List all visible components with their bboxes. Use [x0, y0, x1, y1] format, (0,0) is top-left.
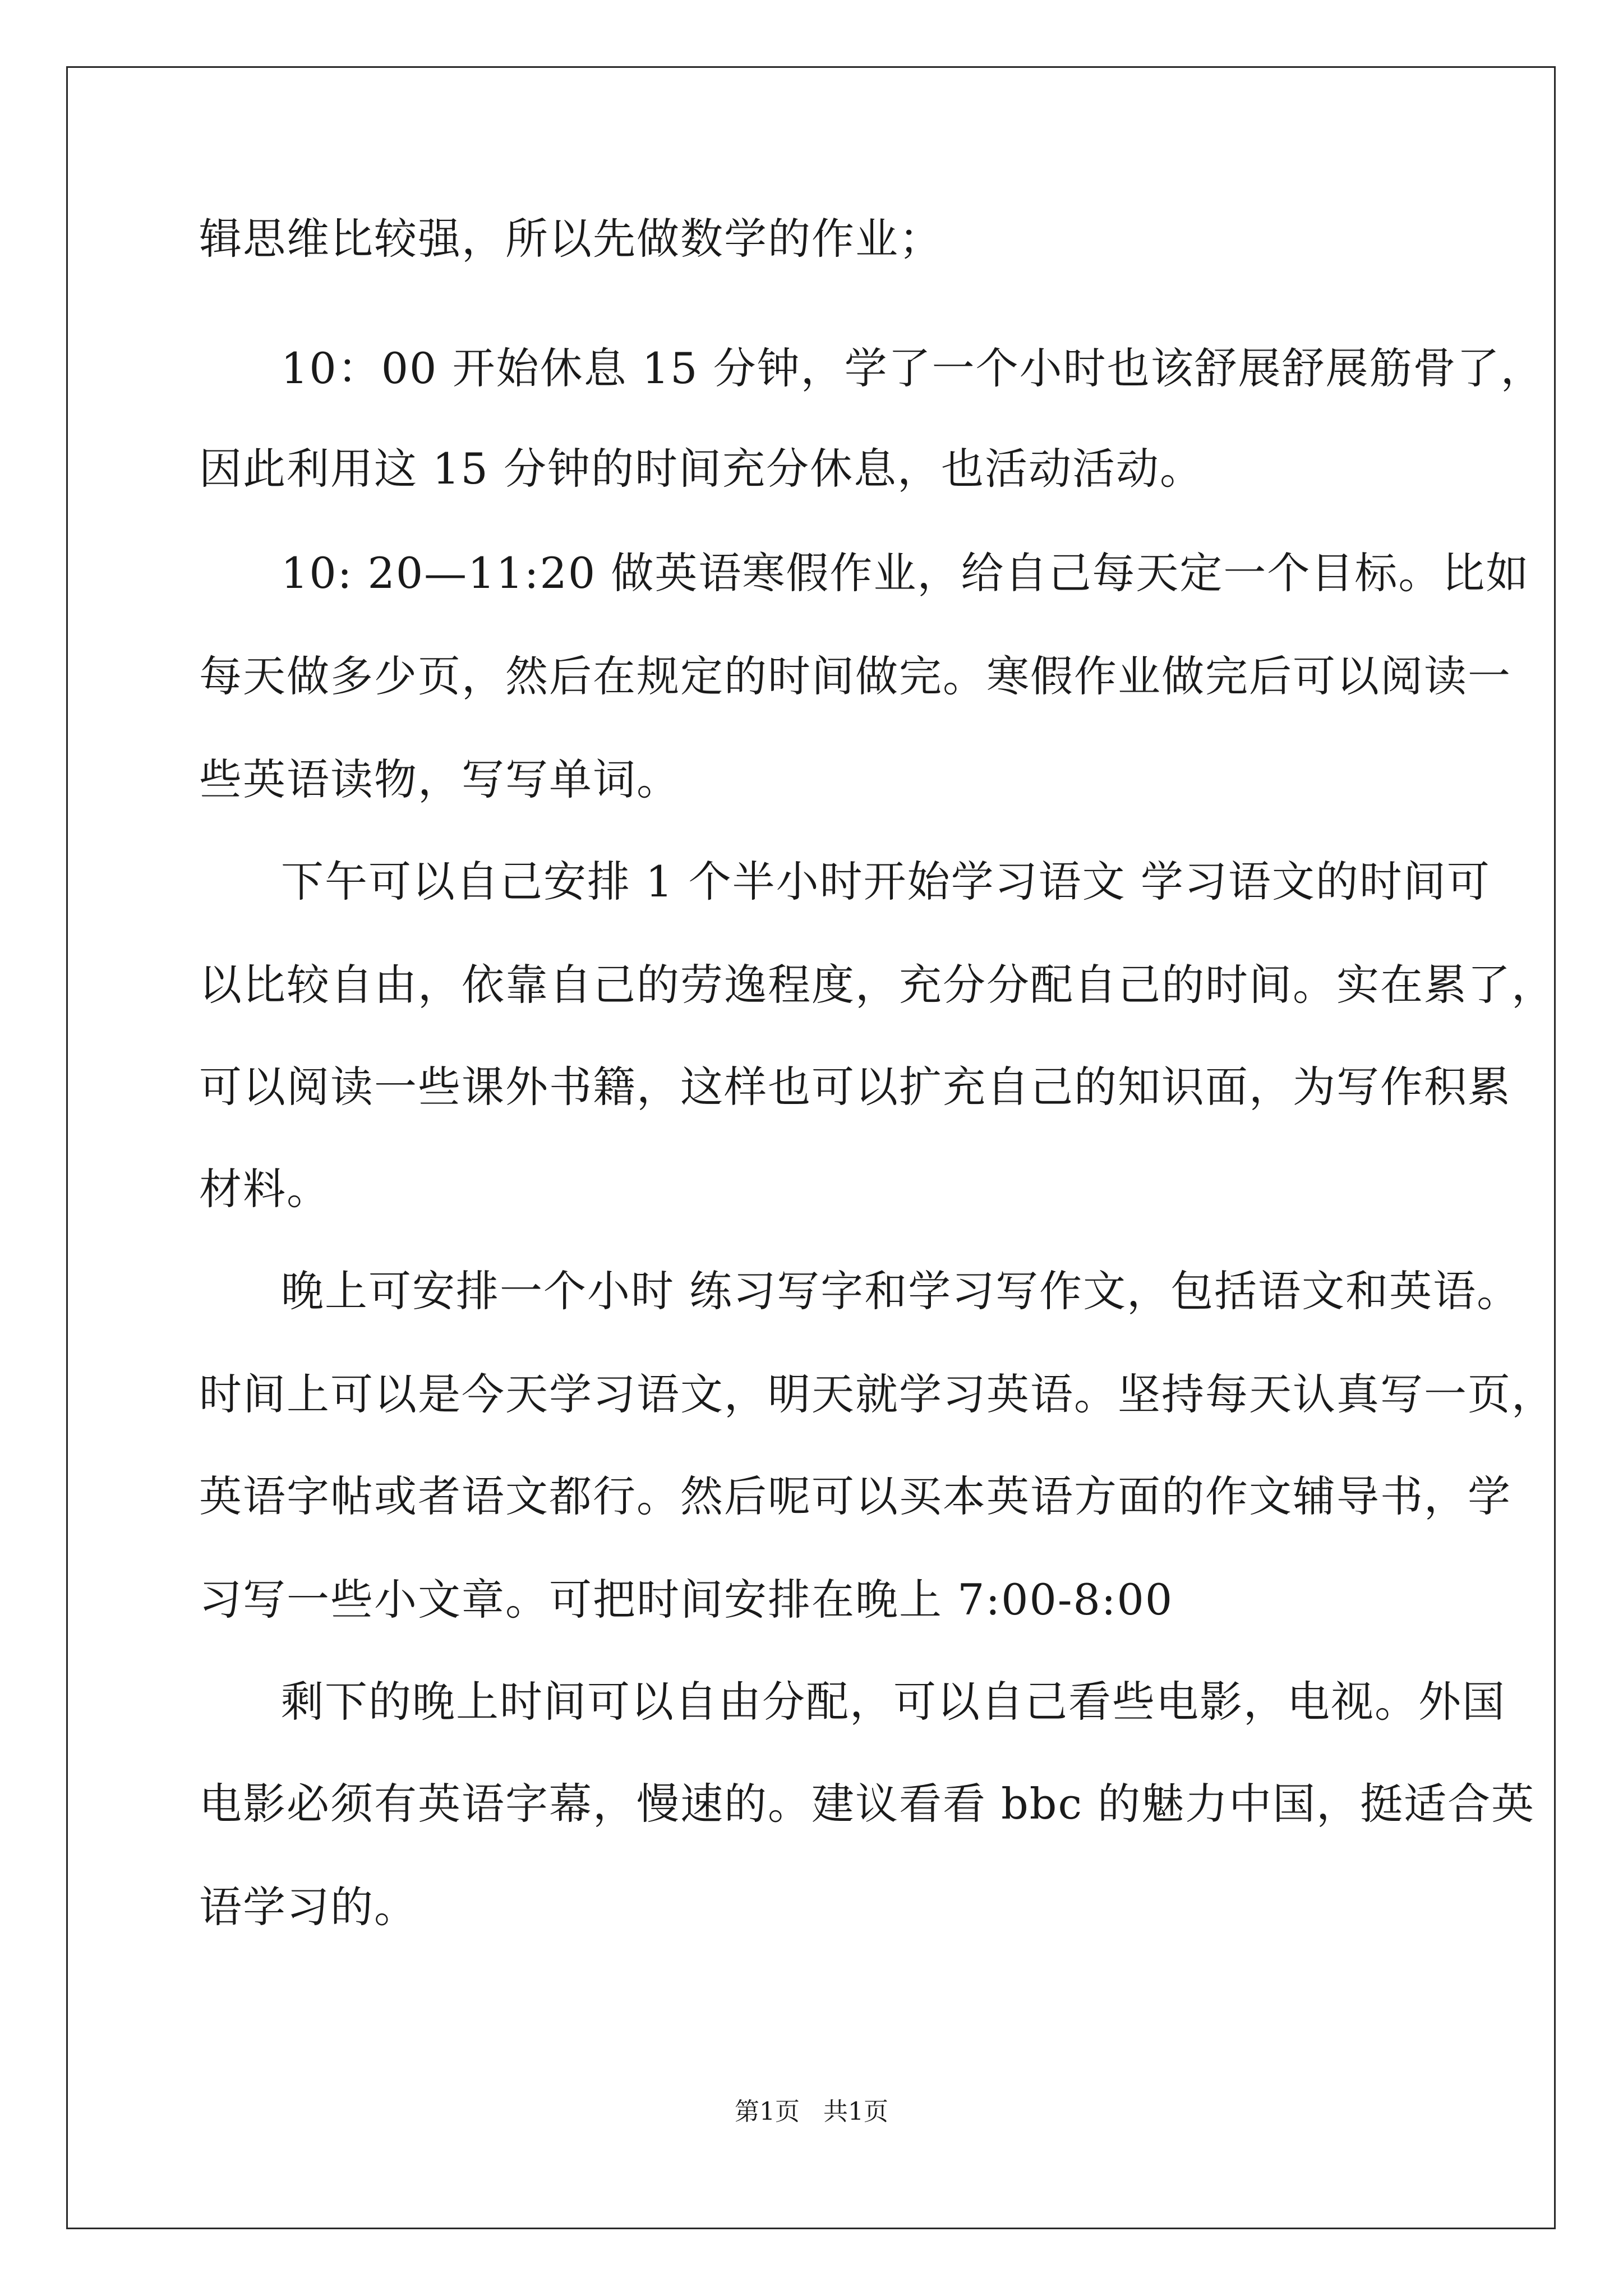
- text-line: 语学习的。: [199, 1882, 418, 1932]
- text-line: 因此利用这 15 分钟的时间充分休息，也活动活动。: [199, 444, 1204, 494]
- text-line: 辑思维比较强，所以先做数学的作业；: [199, 214, 943, 264]
- page-footer: 第1页 共1页: [735, 2097, 888, 2126]
- text-line: 英语字帖或者语文都行。然后呢可以买本英语方面的作文辅导书，学: [199, 1471, 1511, 1521]
- text-line: 晚上可安排一个小时 练习写字和学习写作文，包括语文和英语。: [281, 1266, 1521, 1316]
- text-line: 剩下的晚上时间可以自由分配，可以自己看些电影，电视。外国: [281, 1677, 1506, 1727]
- text-line: 以比较自由，依靠自己的劳逸程度，充分分配自己的时间。实在累了，: [199, 960, 1555, 1010]
- text-line: 材料。: [199, 1164, 330, 1214]
- text-line: 10：00 开始休息 15 分钟，学了一个小时也该舒展舒展筋骨了，: [281, 343, 1544, 393]
- text-line: 时间上可以是今天学习语文，明天就学习英语。坚持每天认真写一页，: [199, 1369, 1555, 1419]
- text-line: 电影必须有英语字幕，慢速的。建议看看 bbc 的魅力中国，挺适合英: [199, 1779, 1536, 1829]
- text-line: 下午可以自己安排 1 个半小时开始学习语文 学习语文的时间可: [281, 857, 1491, 907]
- text-line: 些英语读物，写写单词。: [199, 754, 680, 804]
- text-line: 10: 20—11:20 做英语寒假作业，给自己每天定一个目标。比如: [281, 548, 1530, 598]
- text-line: 可以阅读一些课外书籍，这样也可以扩充自己的知识面，为写作积累: [199, 1062, 1511, 1112]
- text-line: 习写一些小文章。可把时间安排在晚上 7:00-8:00: [199, 1575, 1174, 1625]
- text-line: 每天做多少页，然后在规定的时间做完。寒假作业做完后可以阅读一: [199, 651, 1511, 701]
